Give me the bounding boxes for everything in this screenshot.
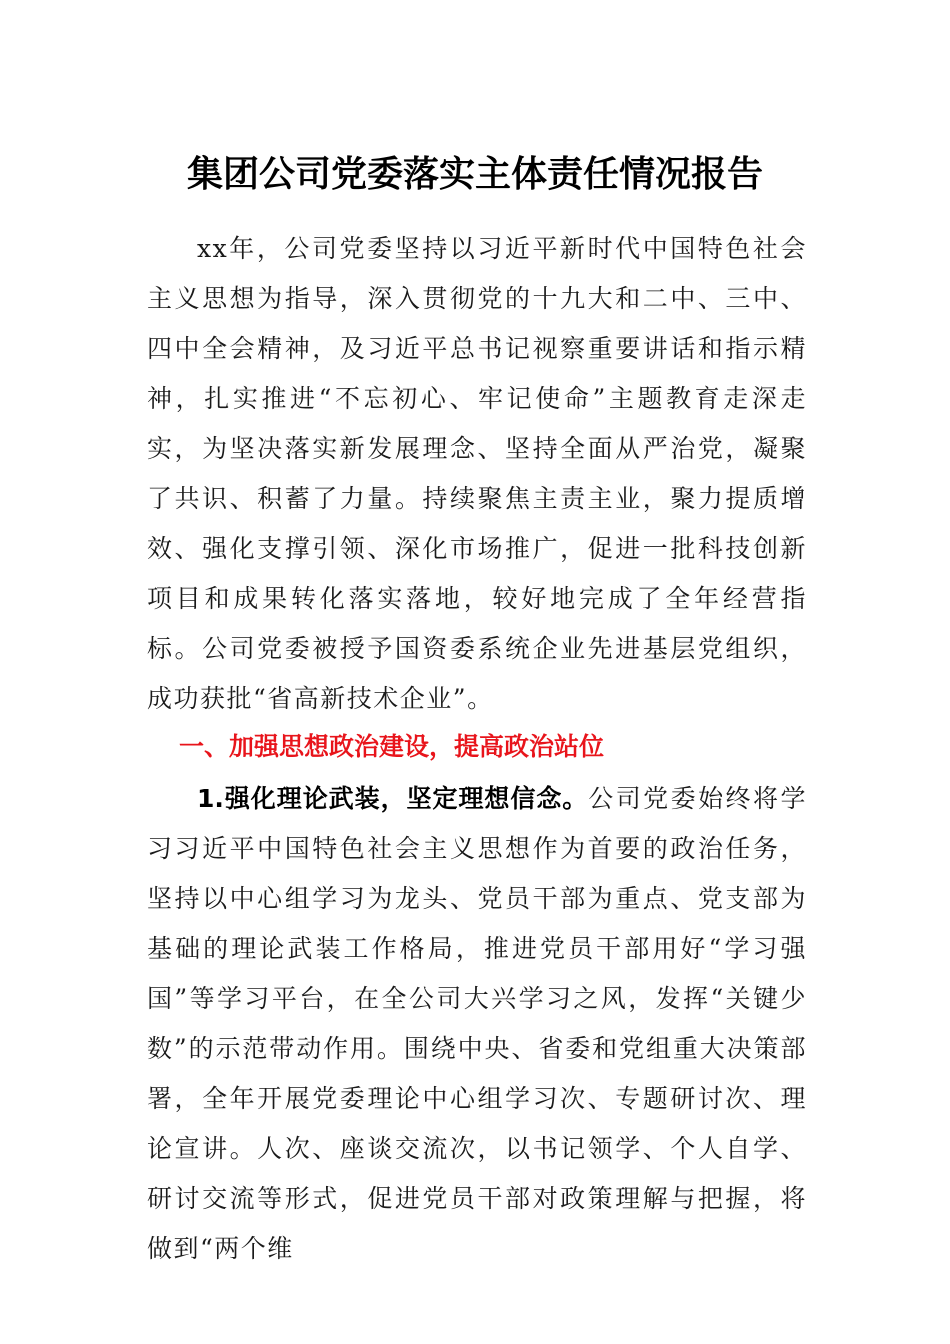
subsection-lead: 1.强化理论武装，坚定理想信念。 <box>197 784 589 813</box>
intro-paragraph: xx年，公司党委坚持以习近平新时代中国特色社会主义思想为指导，深入贯彻党的十九大和二中、三中、四中全会精神，及习近平总书记视察重要讲话和指示精神，扎实推进“不忘初心、牢记使命”主题教育走深走实，为坚决落实新发展理念、坚持全面从严治党，凝聚了共识、积蓄了力量。持续聚焦主责主业，聚力提质增效、强化支撑引领、深化市场推广，促进一批科技创新项目和成果转化落实落地，较好地完成了全年经营指标。公司党委被授予国资委系统企业先进基层党组织，成功获批“省高新技术企业”。 <box>147 234 807 713</box>
section-heading: 一、加强思想政治建设，提高政治站位 <box>179 732 605 761</box>
subsection-body: 公司党委始终将学习习近平中国特色社会主义思想作为首要的政治任务，坚持以中心组学习为龙头、党员干部为重点、党支部为基础的理论武装工作格局，推进党员干部用好“学习强国”等学习平台，在全公司大兴学习之风，发挥“关键少数”的示范带动作用。围绕中央、省委和党组重大决策部署，全年开展党委理论中心组学习次、专题研讨次、理论宣讲。人次、座谈交流次，以书记领学、个人自学、研讨交流等形式，促进党员干部对政策理解与把握，将做到“两个维 <box>147 784 807 1263</box>
subsection-paragraph <box>147 774 807 1274</box>
document-title: 集团公司党委落实主体责任情况报告 <box>186 153 763 195</box>
